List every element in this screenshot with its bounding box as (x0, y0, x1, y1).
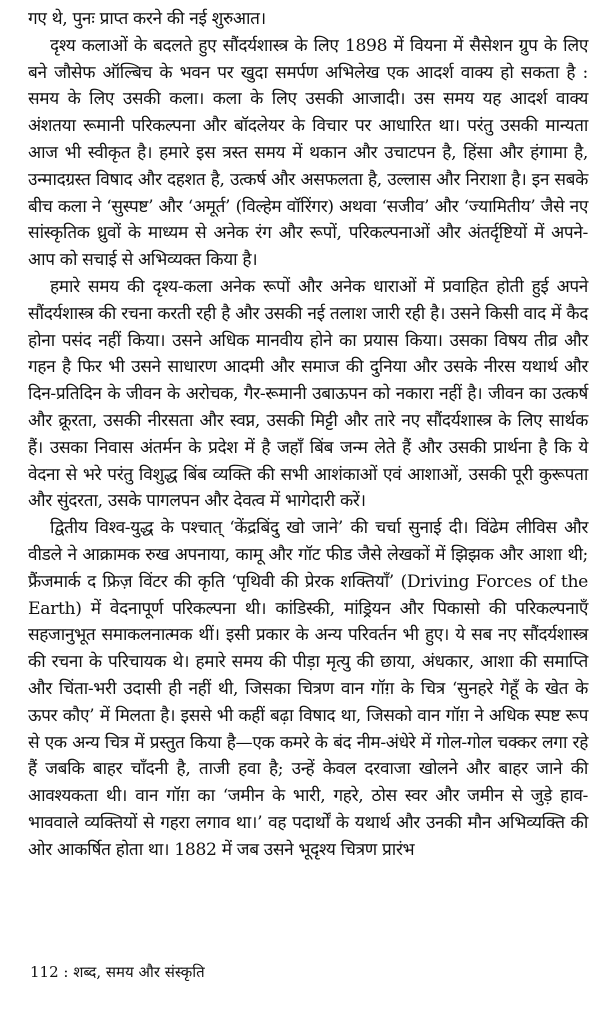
paragraph-aesthetics-1898: दृश्य कलाओं के बदलते हुए सौंदर्यशास्त्र के लिए 1898 में वियना में सैसेशन ग्रुप के लिए बने जौसेफ ऑल्बिच के भवन पर खुदा समर्पण अभिलेख एक आदर्श वाक्य हो सकता है : समय के लिए उसकी कला। कला के लिए उसकी आजादी। उस समय यह आदर्श वाक्य अंशतया रूमानी परिकल्पना और बॉदलेयर के विचार पर आधारित था। परंतु उसकी मान्यता आज भी स्वीकृत है। हमारे इस त्रस्त समय में थकान और उचाटपन है, हिंसा और हंगामा है, उन्मादग्रस्त विषाद और दहशत है, उत्कर्ष और असफलता है, उल्लास और निराशा है। इन सबके बीच कला ने ‘सुस्पष्ट’ और ‘अमूर्त’ (विल्हेम वॉरिंगर) अथवा ‘सजीव’ और ‘ज्यामितीय’ जैसे नए सांस्कृतिक ध्रुवों के माध्यम से अनेक रंग और रूपों, परिकल्पनाओं और अंतर्दृष्टियों में अपने-आप को सचाई से अभिव्यक्त किया है। (28, 35, 588, 271)
page-footer: 112 : शब्द, समय और संस्कृति (30, 963, 205, 981)
paragraph-continuation: गए थे, पुनः प्राप्त करने की नई शुरुआत। (28, 9, 266, 29)
paragraph-post-war: द्वितीय विश्व-युद्ध के पश्चात् ‘केंद्रबिंदु खो जाने’ की चर्चा सुनाई दी। विंढेम लीविस और वीडले ने आक्रामक रुख अपनाया, कामू और गॉट फीड जैसे लेखकों में झिझक और आशा थी; फ्रैंजमार्क द फ्रिज़ विंटर की कृति ‘पृथिवी की प्रेरक शक्तियाँ’ (Driving Forces of the Earth) में वेदनापूर्ण परिकल्पना थी। कांडिस्की, मांड्रियन और पिकासो की परिकल्पनाएँ सहजानुभूत समाकलनात्मक थीं। इसी प्रकार के अन्य परिवर्तन भी हुए। ये सब नए सौंदर्यशास्त्र की रचना के परिचायक थे। हमारे समय की पीड़ा मृत्यु की छाया, अंधकार, आशा की समाप्ति और चिंता-भरी उदासी ही नहीं थी, जिसका चित्रण वान गॉग़ के चित्र ‘सुनहरे गेहूँ के खेत के ऊपर कौए’ में मिलता है। इससे भी कहीं बढ़ा विषाद था, जिसको वान गॉग़ ने अधिक स्पष्ट रूप से एक अन्य चित्र में प्रस्तुत किया है—एक कमरे के बंद नीम-अंधेरे में गोल-गोल चक्कर लगा रहे हैं जबकि बाहर चाँदनी है, ताजी हवा है; उन्हें केवल दरवाजा खोलने और बाहर जाने की आवश्यकता थी। वान गॉग़ का ‘जमीन के भारी, गहरे, ठोस स्वर और जमीन से जुड़े हाव-भाववाले व्यक्तियों से गहरा लगाव था।’ वह पदार्थों के यथार्थ और उनकी मौन अभिव्यक्ति की ओर आकर्षित होता था। 1882 में जब उसने भूदृश्य चित्रण प्रारंभ (28, 518, 588, 860)
paragraph-visual-art: हमारे समय की दृश्य-कला अनेक रूपों और अनेक धाराओं में प्रवाहित होती हुई अपने सौंदर्यशास्त्र की रचना करती रही है और उसकी नई तलाश जारी रही है। उसने किसी वाद में कैद होना पसंद नहीं किया। उसने अधिक मानवीय होने का प्रयास किया। उसका विषय तीव्र और गहन है फिर भी उसने साधारण आदमी और समाज की दुनिया और उसके नीरस यथार्थ और दिन-प्रतिदिन के जीवन के अरोचक, गैर-रूमानी उबाऊपन को नकारा नहीं है। जीवन का उत्कर्ष और क्रूरता, उसकी नीरसता और स्वप्न, उसकी मिट्टी और तारे नए सौंदर्यशास्त्र के लिए सार्थक हैं। उसका निवास अंतर्मन के प्रदेश में है जहाँ बिंब जन्म लेते हैं और उसकी प्रार्थना है कि ये वेदना से भरे परंतु विशुद्ध बिंब व्यक्ति की सभी आशंकाओं एवं आशाओं, उसकी पूरी कुरूपता और सुंदरता, उसके पागलपन और देवत्व में भागेदारी करें। (28, 276, 588, 512)
book-page (28, 0, 588, 1016)
